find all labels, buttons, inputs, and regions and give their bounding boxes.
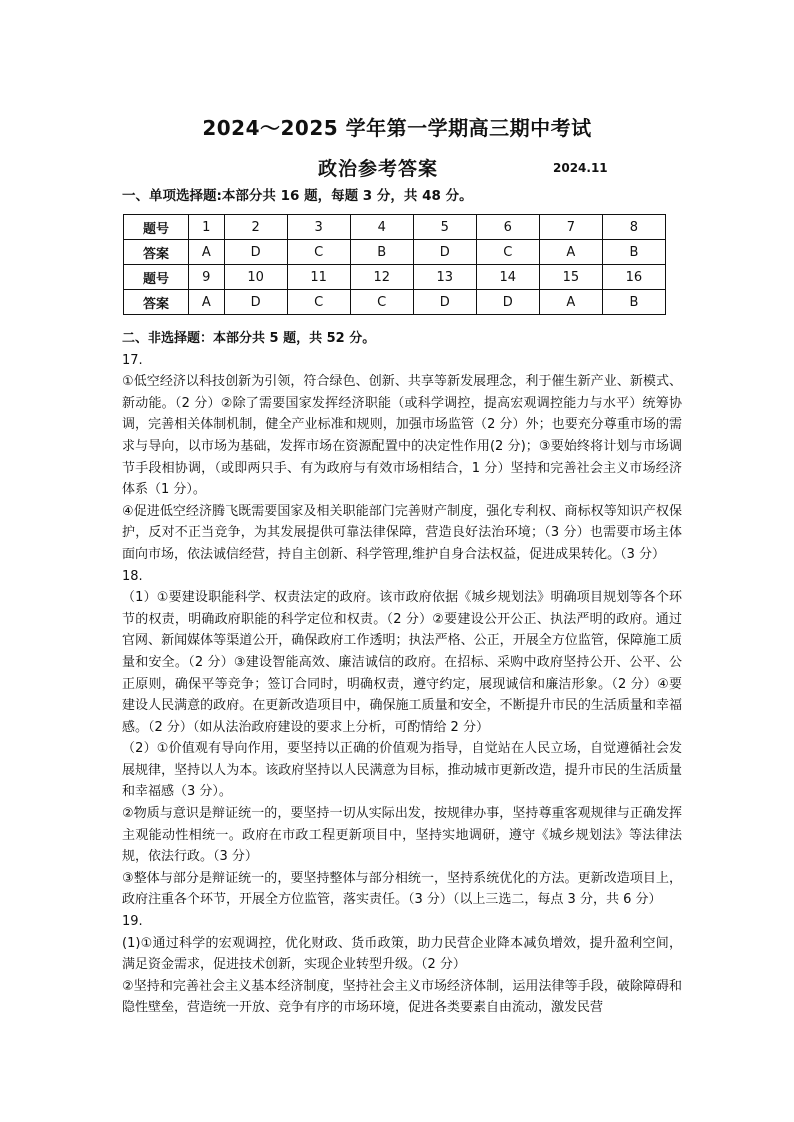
q18-paragraph: ②物质与意识是辩证统一的，要坚持一切从实际出发，按规律办事，坚持尊重客观规律与正确发挥主观能动性相统一。政府在市政工程更新项目中，坚持实地调研，遵守《城乡规划法》等法律法规，依法行政。（3 分）	[122, 806, 682, 865]
table-cell: C	[350, 290, 413, 315]
q18-paragraph: （2）①价值观有导向作用，要坚持以正确的价值观为指导，自觉站在人民立场，自觉遵循社会发展规律，坚持以人为本。该政府坚持以人民满意为目标，推动城市更新改造，提升市民的生活质量和幸福感（3 分）。	[122, 741, 682, 800]
table-cell: C	[287, 240, 350, 265]
table-cell: 7	[539, 215, 602, 240]
question-number-19: 19.	[122, 914, 143, 930]
table-label-answer: 答案	[124, 290, 189, 315]
table-cell: 3	[287, 215, 350, 240]
table-cell: 14	[476, 265, 539, 290]
answer-table	[123, 214, 666, 315]
table-cell: 13	[413, 265, 476, 290]
table-cell: B	[602, 240, 665, 265]
q19-paragraph: ②坚持和完善社会主义基本经济制度，坚持社会主义市场经济体制，运用法律等手段，破除障碍和隐性壁垒，营造统一开放、竞争有序的市场环境，促进各类要素自由流动，激发民营	[122, 978, 682, 1016]
table-cell: 9	[189, 265, 225, 290]
table-cell: A	[189, 290, 225, 315]
table-cell: 5	[413, 215, 476, 240]
table-row-answers-1	[124, 240, 666, 265]
question-number-18: 18.	[122, 568, 143, 584]
document-date: 2024.11	[553, 161, 608, 175]
table-cell: D	[224, 290, 287, 315]
table-row-questions-2	[124, 265, 666, 290]
table-cell: B	[350, 240, 413, 265]
table-cell: D	[413, 240, 476, 265]
table-cell: 1	[189, 215, 225, 240]
table-cell: 2	[224, 215, 287, 240]
table-cell: D	[413, 290, 476, 315]
section1-heading: 一、单项选择题:本部分共 16 题，每题 3 分，共 48 分。	[122, 188, 473, 204]
table-cell: 4	[350, 215, 413, 240]
table-row-questions-1	[124, 215, 666, 240]
table-label-question: 题号	[124, 265, 189, 290]
table-cell: 10	[224, 265, 287, 290]
table-label-question: 题号	[124, 215, 189, 240]
table-cell: C	[476, 240, 539, 265]
table-cell: 6	[476, 215, 539, 240]
q18-paragraph: （1）①要建设职能科学、权责法定的政府。该市政府依据《城乡规划法》明确项目规划等各个环节的权责，明确政府职能的科学定位和权责。（2 分）②要建设公开公正、执法严明的政府。通过官网、新闻媒体等渠道公开，确保政府工作透明；执法严格、公正，开展全方位监管，保障施工质量和安全。（2 分）③建设智能高效、廉洁诚信的政府。在招标、采购中政府坚持公开、公平、公正原则，确保平等竞争；签订合同时，明确权责，遵守约定，展现诚信和廉洁形象。（2 分）④要建设人民满意的政府。在更新改造项目中，确保施工质量和安全，不断提升市民的生活质量和幸福感。（2 分）（如从法治政府建设的要求上分析，可酌情给 2 分）	[122, 590, 682, 735]
q18-paragraph: ③整体与部分是辩证统一的，要坚持整体与部分相统一，坚持系统优化的方法。更新改造项目上，政府注重各个环节，开展全方位监管，落实责任。（3 分）（以上三选二，每点 3 分，共 6 分）	[122, 870, 682, 908]
question-number-17: 17.	[122, 352, 143, 368]
document-title: 2024～2025 学年第一学期高三期中考试	[202, 116, 592, 140]
table-cell: D	[476, 290, 539, 315]
answer-body	[122, 328, 682, 1019]
table-cell: B	[602, 290, 665, 315]
q17-paragraph: ①低空经济以科技创新为引领，符合绿色、创新、共享等新发展理念，利于催生新产业、新模式、新动能。（2 分）②除了需要国家发挥经济职能（或科学调控，提高宏观调控能力与水平）统筹协调，完善相关体制机制，健全产业标准和规则，加强市场监管（2 分）外；也要充分尊重市场的需求与导向，以市场为基础，发挥市场在资源配置中的决定性作用(2 分)；③要始终将计划与市场调节手段相协调，（或即两只手、有为政府与有效市场相结合，1 分）坚持和完善社会主义市场经济体系（1 分）。	[122, 374, 682, 498]
table-cell: 12	[350, 265, 413, 290]
table-label-answer: 答案	[124, 240, 189, 265]
document-subtitle: 政治参考答案	[318, 158, 439, 180]
section2-heading: 二、非选择题：本部分共 5 题，共 52 分。	[122, 331, 376, 346]
table-cell: A	[539, 290, 602, 315]
table-cell: C	[287, 290, 350, 315]
table-row-answers-2	[124, 290, 666, 315]
table-cell: D	[224, 240, 287, 265]
table-cell: 11	[287, 265, 350, 290]
table-cell: 15	[539, 265, 602, 290]
table-cell: A	[189, 240, 225, 265]
q19-paragraph: (1)①通过科学的宏观调控，优化财政、货币政策，助力民营企业降本减负增效，提升盈利空间，满足资金需求，促进技术创新，实现企业转型升级。（2 分）	[122, 935, 682, 973]
table-cell: 16	[602, 265, 665, 290]
q17-paragraph: ④促进低空经济腾飞既需要国家及相关职能部门完善财产制度，强化专利权、商标权等知识产权保护，反对不正当竞争，为其发展提供可靠法律保障，营造良好法治环境；（3 分）也需要市场主体面向市场，依法诚信经营，持自主创新、科学管理,维护自身合法权益，促进成果转化。（3 分）	[122, 503, 682, 562]
table-cell: 8	[602, 215, 665, 240]
table-cell: A	[539, 240, 602, 265]
